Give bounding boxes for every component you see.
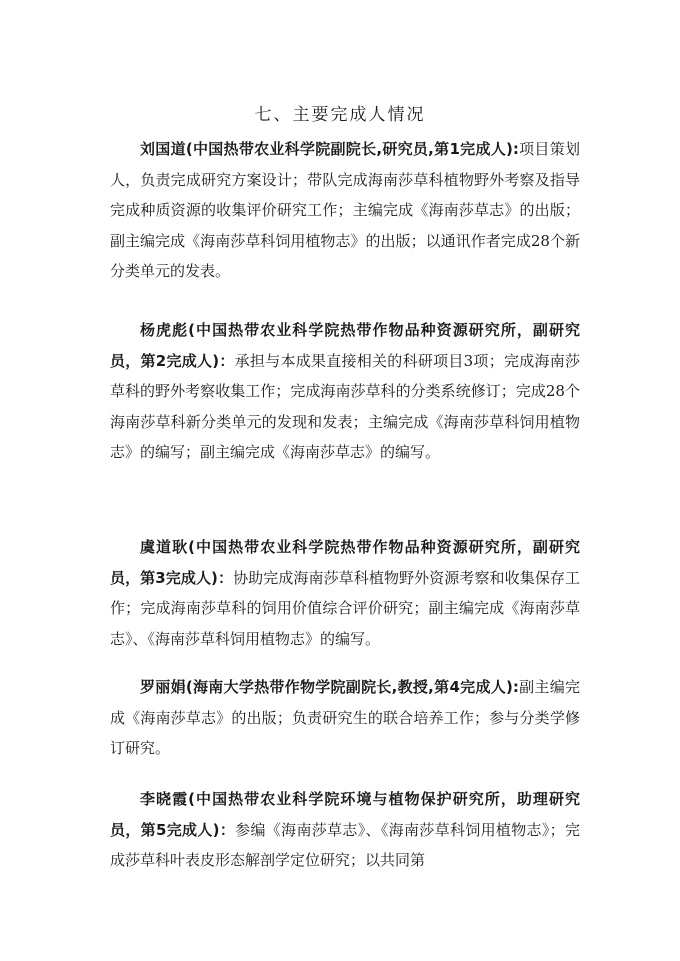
contributor-heading-4: 罗丽娟(海南大学热带作物学院副院长,教授,第4完成人): <box>140 678 519 696</box>
contributor-description-2: 承担与本成果直接相关的科研项目3项；完成海南莎草科的野外考察收集工作；完成海南莎草科的分类系统修订；完成28个海南莎草科新分类单元的发现和发表；主编完成《海南莎草科饲用植物志》的编写；副主编完成《海南莎草志》的编写。 <box>110 351 581 461</box>
contributor-entry-3 <box>110 532 580 654</box>
contributor-heading-2: 杨虎彪(中国热带农业科学院热带作物品种资源研究所，副研究员，第2完成人)： <box>110 321 580 370</box>
contributor-entry-5 <box>110 784 580 876</box>
contributor-description-3: 协助完成海南莎草科植物野外资源考察和收集保存工作；完成海南莎草科的饲用价值综合评价研究；副主编完成《海南莎草志》、《海南莎草科饲用植物志》的编写。 <box>110 568 580 648</box>
contributor-entry-2 <box>110 315 580 468</box>
contributor-description-4: 副主编完成《海南莎草志》的出版；负责研究生的联合培养工作；参与分类学修订研究。 <box>110 678 580 757</box>
contributor-heading-5: 李晓霞(中国热带农业科学院环境与植物保护研究所，助理研究员，第5完成人)： <box>110 790 580 839</box>
contributor-heading-1: 刘国道(中国热带农业科学院副院长,研究员,第1完成人): <box>140 140 519 158</box>
section-title: 七、主要完成人情况 <box>254 105 426 125</box>
contributor-description-1: 项目策划人，负责完成研究方案设计；带队完成海南莎草科植物野外考察及指导完成种质资源的收集评价研究工作；主编完成《海南莎草志》的出版；副主编完成《海南莎草科饲用植物志》的出版；以通讯作者完成28个新分类单元的发表。 <box>110 140 580 280</box>
contributor-description-5: 参编《海南莎草志》、《海南莎草科饲用植物志》；完成莎草科叶表皮形态解剖学定位研究；以共同第 <box>110 820 580 869</box>
contributor-entry-4 <box>110 672 580 764</box>
contributor-heading-3: 虞道耿(中国热带农业科学院热带作物品种资源研究所，副研究员，第3完成人)： <box>110 538 580 587</box>
contributor-entry-1 <box>110 134 580 287</box>
